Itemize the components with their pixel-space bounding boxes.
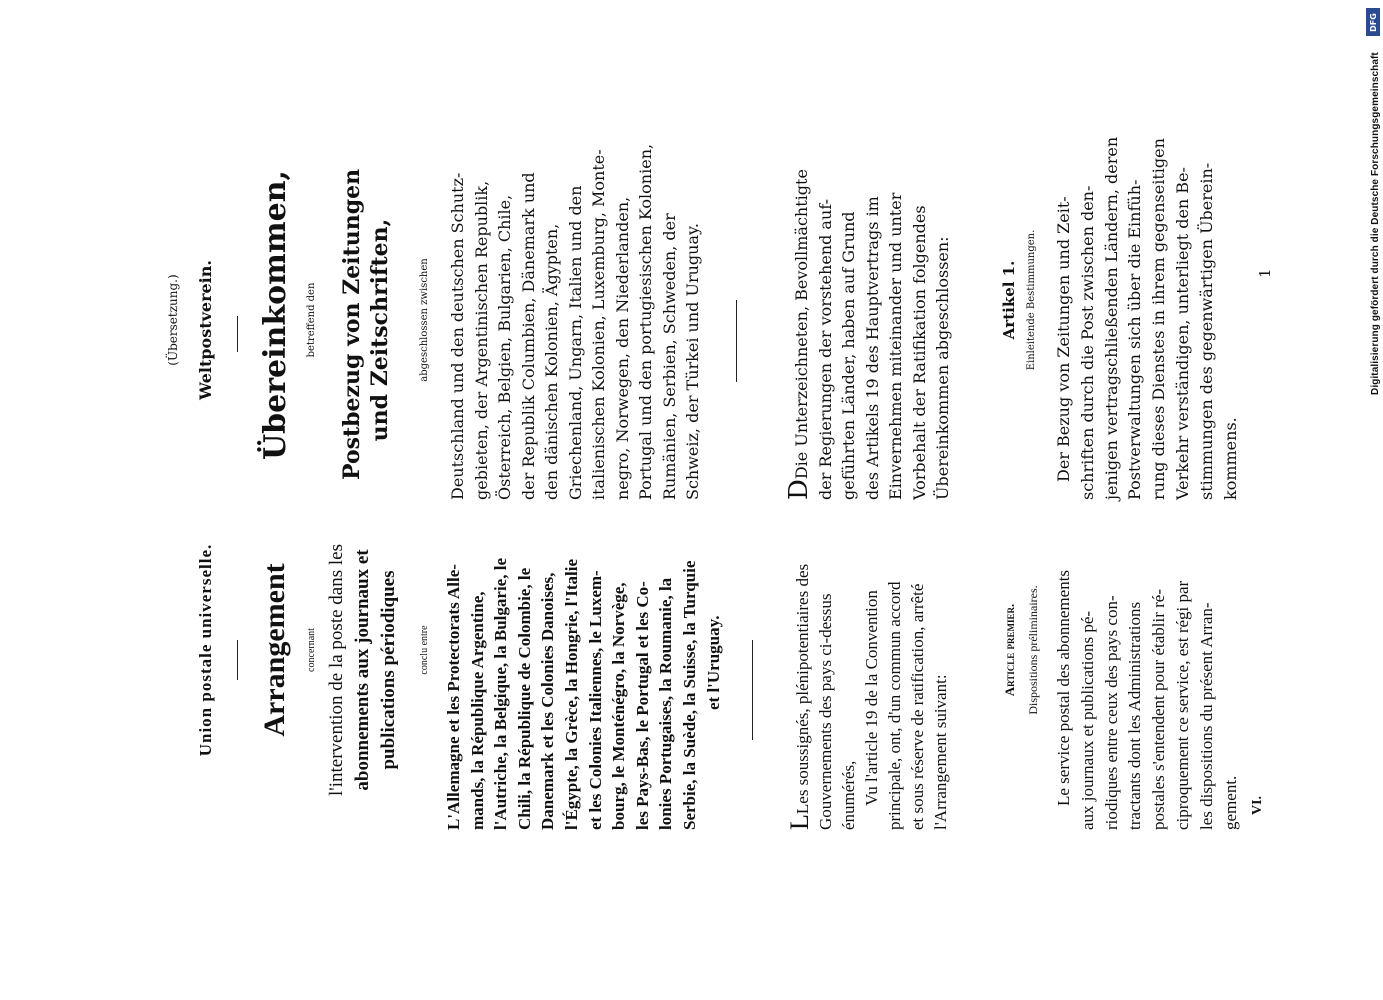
de-parties-line: Griechenland, Ungarn, Italien und den <box>565 185 585 500</box>
fr-preamble-line: principale, ont, d'un commun accord <box>885 581 904 830</box>
de-article-line: jenigen vertragschließenden Ländern, deren <box>1101 136 1121 500</box>
fr-parties-line: Chili, la République de Colombie, le <box>514 567 534 830</box>
fr-parties <box>442 510 725 830</box>
fr-article-line: les dispositions du présent Arran- <box>1196 602 1216 830</box>
fr-preamble-line: l'Arrangement suivant: <box>931 674 950 830</box>
fr-rule-1 <box>237 640 238 680</box>
de-rule-2 <box>736 300 737 382</box>
fr-subtitle <box>324 510 402 830</box>
fr-article-line: ciproquement ce service, est régi par <box>1172 580 1192 830</box>
de-parties-line: Österreich, Belgien, Bulgarien, Chile, <box>495 194 514 500</box>
de-preamble-line: Einvernehmen miteinander und unter <box>886 192 905 500</box>
de-article-text <box>1052 136 1242 500</box>
de-subtitle-line: Postbezug von Zeitungen <box>339 168 365 480</box>
de-preamble-line: Vorbehalt der Ratifikation folgendes <box>909 205 929 500</box>
fr-article-line: Le service postal des abonnements <box>1054 569 1073 806</box>
de-parties-line: der Republik Columbien, Dänemark und <box>518 172 538 500</box>
fr-subtitle-line: l'intervention de la poste dans les <box>326 544 347 796</box>
fr-parties-line: L'Allemagne et les Protectorats Alle- <box>444 564 463 830</box>
de-parties-line: den dänischen Kolonien, Ägypten, <box>542 223 561 500</box>
de-parties-line: Deutschland und den deutschen Schutz- <box>448 172 467 500</box>
fr-concernant: concernant <box>306 628 317 672</box>
de-preamble-line: des Artikels 19 des Hauptvertrags im <box>862 196 882 500</box>
fr-article-line: gement. <box>1220 775 1240 830</box>
fr-title: Arrangement <box>258 563 291 737</box>
fr-subtitle-line: publications périodiques <box>378 570 399 770</box>
de-parties-line: Rumänien, Serbien, Schweden, der <box>659 213 679 500</box>
de-rule-1 <box>237 316 238 352</box>
fr-subtitle-line: abonnements aux journaux et <box>352 549 373 791</box>
fr-parties-line: les Pays-Bas, le Portugal et les Co- <box>632 581 652 830</box>
de-subtitle <box>338 168 394 480</box>
fr-parties-line: Danemark et les Colonies Danoises, <box>538 572 558 830</box>
fr-article-line: postales s'entendent pour établir ré- <box>1149 589 1169 830</box>
de-parties-line: gebieten, der Argentinischen Republik, <box>471 180 491 500</box>
fr-initial: L <box>785 814 814 830</box>
de-betreffend: betreffend den <box>306 282 317 358</box>
de-uebersetzung: (Übersetzung.) <box>166 274 180 366</box>
fr-parties-line: et l'Uruguay. <box>703 615 723 710</box>
de-article-line: Der Bezug von Zeitungen und Zeit- <box>1054 196 1073 482</box>
de-preamble-line: DDie Unterzeichneten, Bevollmächtigte <box>784 169 814 500</box>
de-article-line: schriften durch die Post zwischen den- <box>1077 185 1097 500</box>
de-abgeschlossen: abgeschlossen zwischen <box>419 258 430 382</box>
fr-parties-line: bourg, le Monténégro, la Norvège, <box>609 582 629 830</box>
fr-preamble <box>785 510 952 830</box>
fr-article-line: tractants dont les Administrations <box>1125 601 1145 830</box>
fr-signature-mark: VI. <box>1250 795 1265 815</box>
de-preamble-line: geführten Länder, haben auf Grund <box>839 211 858 500</box>
digitization-note: Digitalisierung gefördert durch die Deutsche Forschungsgemeinschaft <box>1370 52 1381 395</box>
page-number: 1 <box>1256 268 1274 278</box>
de-parties-line: italienischen Kolonien, Luxemburg, Monte- <box>589 149 608 500</box>
fr-parties-line: Serbie, la Suède, la Suisse, la Turquie <box>679 560 699 830</box>
de-parties-line: Schweiz, der Türkei und Uruguay. <box>683 222 702 500</box>
de-subtitle-line: und Zeitschriften, <box>367 218 393 442</box>
fr-article-heading: Article premier. <box>1002 603 1017 697</box>
fr-preamble-line: LLes soussignés, plénipotentiaires des <box>785 563 814 830</box>
de-article-line: kommens. <box>1220 417 1240 500</box>
fr-parties-line: l'Égypte, la Grèce, la Hongrie, l'Italie <box>561 558 581 830</box>
fr-parties-line: l'Autriche, la Belgique, la Bulgarie, le <box>491 558 511 830</box>
de-initial: D <box>784 479 814 500</box>
fr-preamble-line: et sous réserve de ratification, arrêté <box>908 583 927 830</box>
de-preamble <box>784 169 955 500</box>
de-article-heading: Artikel 1. <box>1000 260 1018 340</box>
dfg-logo: DFG <box>1366 8 1380 36</box>
fr-parties-line: mands, la République Argentine, <box>467 591 487 830</box>
de-article-line: Verkehr verständigen, unterliegt den Be- <box>1172 167 1192 500</box>
de-preamble-line: Übereinkommen abgeschlossen: <box>933 236 952 500</box>
fr-parties-line: et les Colonies Italiennes, le Luxem- <box>585 570 605 830</box>
de-parties <box>446 143 705 500</box>
de-article-line: stimmungen des gegenwärtigen Überein- <box>1196 162 1216 500</box>
de-article-line: rung dieses Dienstes in ihrem gegenseitigen <box>1149 138 1169 500</box>
fr-article-line: aux journaux et publications pé- <box>1077 610 1097 830</box>
fr-preamble-line: Gouvernements des pays ci-dessus <box>816 593 835 830</box>
fr-preamble-line: Vu l'article 19 de la Convention <box>862 590 881 806</box>
fr-conclu-entre: conclu entre <box>419 625 430 675</box>
fr-rule-2 <box>752 640 753 740</box>
fr-union-heading: Union postale universelle. <box>196 543 215 757</box>
fr-article-text <box>1052 510 1242 830</box>
de-article-line: Postverwaltungen sich über die Einfüh- <box>1125 179 1145 500</box>
de-title: Übereinkommen, <box>258 170 293 460</box>
fr-article-subheading: Dispositions préliminaires. <box>1026 585 1040 715</box>
de-parties-line: negro, Norwegen, den Niederlanden, <box>612 196 632 500</box>
de-parties-line: Portugal und den portugiesischen Kolonien, <box>636 143 655 500</box>
fr-article-line: riodiques entre ceux des pays con- <box>1101 595 1121 830</box>
fr-preamble-line: énumérés, <box>839 760 858 830</box>
de-preamble-line: der Regierungen der vorstehend auf- <box>815 198 835 500</box>
de-union-heading: Weltpostverein. <box>196 260 215 400</box>
fr-parties-line: lonies Portugaises, la Roumanie, la <box>656 577 676 830</box>
de-article-subheading: Einleitende Bestimmungen. <box>1026 229 1037 371</box>
